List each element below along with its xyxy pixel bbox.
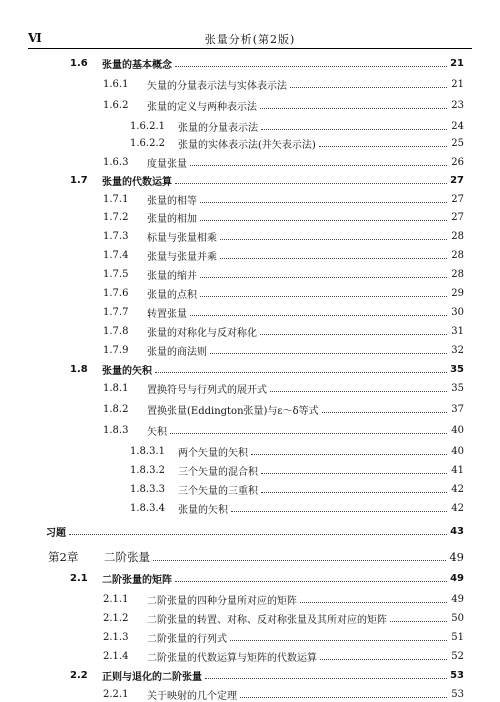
dot-leader (205, 677, 447, 679)
toc-entry-number: 1.7.8 (103, 325, 129, 337)
toc-entry-number: 1.8.3.4 (130, 502, 165, 514)
toc-entry[interactable] (103, 610, 464, 626)
toc-entry-number: 1.7.5 (103, 268, 129, 280)
dot-leader (390, 620, 447, 622)
toc-entry-number: 2.2 (70, 669, 88, 681)
toc-entry-title: 张量的对称化与反对称化 (147, 327, 257, 339)
dot-leader (153, 559, 446, 561)
dot-leader (200, 295, 447, 297)
toc-entry-page: 28 (451, 249, 464, 261)
toc-entry-title: 两个矢量的矢积 (178, 447, 248, 459)
toc-entry-number: 1.8.3.2 (130, 464, 165, 476)
toc-entry-number: 1.6.3 (103, 156, 129, 168)
toc-entry[interactable] (103, 97, 464, 113)
toc-entry[interactable] (103, 191, 464, 207)
toc-entry-page: 35 (450, 363, 464, 375)
toc-entry-title: 三个矢量的混合积 (178, 466, 258, 478)
toc-entry-title: 关于映射的几个定理 (147, 690, 237, 702)
toc-entry-page: 21 (450, 57, 464, 69)
toc-entry-title: 标量与张量相乘 (147, 232, 217, 244)
toc-entry-title: 三个矢量的三重积 (178, 485, 258, 497)
toc-entry-number: 1.6 (70, 57, 88, 69)
toc-entry[interactable] (103, 285, 464, 301)
dot-leader (261, 472, 447, 474)
dot-leader (69, 533, 447, 535)
toc-entry-title: 二阶张量的矩阵 (102, 574, 172, 586)
toc-entry-number: 1.7.1 (103, 193, 129, 205)
running-title: 张量分析(第2版) (204, 33, 296, 46)
toc-entry-number: 1.6.1 (103, 78, 129, 90)
dot-leader (175, 65, 447, 67)
toc-entry[interactable] (130, 443, 464, 459)
toc-entry-title: 张量的分量表示法 (178, 122, 258, 134)
toc-entry[interactable] (103, 591, 464, 607)
toc-entry-number: 2.2.1 (103, 688, 129, 700)
running-header (28, 30, 472, 49)
toc-entry-page: 28 (451, 230, 464, 242)
toc-entry-title: 张量与张量并乘 (147, 251, 217, 263)
dot-leader (175, 580, 447, 582)
toc-entry-title: 矢积 (147, 426, 167, 438)
toc-entry[interactable] (70, 361, 464, 377)
toc-entry-number: 1.7.9 (103, 344, 129, 356)
page-number: Ⅵ (28, 31, 41, 45)
toc-entry-title: 张量的相等 (147, 195, 197, 207)
toc-entry-title: 张量的相加 (147, 213, 197, 225)
dot-leader (210, 352, 447, 354)
dot-leader (230, 639, 447, 641)
dot-leader (220, 238, 447, 240)
toc-entry[interactable] (130, 118, 464, 134)
toc-entry[interactable] (70, 667, 464, 683)
toc-entry-number: 1.8.3 (103, 424, 129, 436)
toc-entry-page: 40 (451, 445, 464, 457)
toc-entry-page: 42 (451, 483, 464, 495)
toc-entry-title: 张量的矢积 (178, 504, 228, 516)
toc-entry-title: 张量的基本概念 (102, 59, 172, 71)
toc-entry[interactable] (130, 481, 464, 497)
toc-entry-page: 23 (451, 99, 464, 111)
toc-entry-page: 32 (451, 344, 464, 356)
toc-entry-number: 1.7.4 (103, 249, 129, 261)
toc-entry-title: 二阶张量的四种分量所对应的矩阵 (147, 595, 297, 607)
toc-entry-page: 25 (451, 137, 464, 149)
toc-entry-page: 21 (451, 78, 464, 90)
toc-entry-page: 42 (451, 502, 464, 514)
toc-entry[interactable] (103, 76, 464, 92)
toc-entry[interactable] (103, 323, 464, 339)
dot-leader (200, 276, 447, 278)
dot-leader (240, 696, 447, 698)
toc-entry-title: 转置张量 (147, 308, 187, 320)
dot-leader (261, 491, 447, 493)
toc-entry-title: 习题 (46, 527, 66, 539)
toc-entry[interactable] (130, 462, 464, 478)
toc-entry-page: 43 (450, 525, 464, 537)
toc-entry-page: 53 (451, 688, 464, 700)
toc-entry-title: 张量的缩并 (147, 270, 197, 282)
toc-entry-title: 张量的商法则 (147, 346, 207, 358)
toc-entry-number: 1.7.7 (103, 306, 129, 318)
toc-entry-title: 张量的实体表示法(并矢表示法) (178, 139, 316, 151)
toc-entry-title: 张量的矢积 (102, 365, 152, 377)
toc-entry[interactable] (103, 342, 464, 358)
toc-entry-title: 二阶张量的代数运算与矩阵的代数运算 (147, 652, 317, 664)
toc-entry-page: 49 (451, 593, 464, 605)
toc-entry[interactable] (130, 135, 464, 151)
toc-entry-title: 二阶张量 (104, 550, 150, 564)
toc-entry-page: 29 (451, 287, 464, 299)
dot-leader (200, 201, 447, 203)
toc-entry-page: 51 (451, 631, 464, 643)
toc-entry-page: 27 (451, 193, 464, 205)
toc-entry-number: 1.7.6 (103, 287, 129, 299)
dot-leader (175, 182, 447, 184)
toc-entry-number: 2.1.3 (103, 631, 129, 643)
dot-leader (170, 432, 447, 434)
toc-entry-title: 置换张量(Eddington张量)与ε～δ等式 (147, 405, 319, 417)
toc-entry-number: 1.8.2 (103, 403, 129, 415)
toc-entry[interactable] (103, 247, 464, 263)
toc-entry-page: 27 (450, 174, 464, 186)
toc-entry-number: 1.6.2.2 (130, 137, 165, 149)
toc-entry-page: 53 (450, 669, 464, 681)
toc-entry[interactable] (103, 686, 464, 702)
toc-entry-page: 37 (451, 403, 464, 415)
toc-entry[interactable] (70, 172, 464, 188)
dot-leader (319, 145, 447, 147)
toc-entry-page: 24 (451, 120, 464, 132)
dot-leader (300, 601, 447, 603)
dot-leader (290, 86, 447, 88)
dot-leader (190, 164, 447, 166)
toc-entry-number: 1.8.3.3 (130, 483, 165, 495)
toc-entry-title: 张量的点积 (147, 289, 197, 301)
toc-entry[interactable] (70, 570, 464, 586)
toc-entry[interactable] (103, 422, 464, 438)
toc-entry-page: 31 (451, 325, 464, 337)
dot-leader (322, 411, 447, 413)
dot-leader (251, 453, 447, 455)
toc-entry-page: 50 (451, 612, 464, 624)
dot-leader (220, 257, 447, 259)
toc-entry-page: 27 (451, 211, 464, 223)
dot-leader (200, 219, 447, 221)
toc-entry-number: 2.1.4 (103, 650, 129, 662)
toc-entry-page: 40 (451, 424, 464, 436)
toc-entry-number: 1.8.1 (103, 382, 129, 394)
toc-entry-number: 1.7.3 (103, 230, 129, 242)
toc-entry[interactable] (48, 549, 464, 565)
toc-entry-page: 30 (451, 306, 464, 318)
toc-entry-page: 49 (450, 572, 464, 584)
toc-entry-title: 矢量的分量表示法与实体表示法 (147, 80, 287, 92)
toc-entry-title: 张量的定义与两种表示法 (147, 101, 257, 113)
toc-entry[interactable] (103, 209, 464, 225)
toc-entry-number: 1.6.2.1 (130, 120, 165, 132)
dot-leader (155, 371, 447, 373)
toc-entry[interactable] (130, 500, 464, 516)
dot-leader (190, 314, 447, 316)
toc-entry-title: 二阶张量的转置、对称、反对称张量及其所对应的矩阵 (147, 614, 387, 626)
toc-entry-number: 1.7.2 (103, 211, 129, 223)
dot-leader (260, 107, 447, 109)
dot-leader (261, 128, 447, 130)
toc-entry-title: 张量的代数运算 (102, 176, 172, 188)
toc-entry-page: 35 (451, 382, 464, 394)
toc-entry-title: 正则与退化的二阶张量 (102, 671, 202, 683)
toc-entry[interactable] (103, 154, 464, 170)
toc-entry-number: 2.1.1 (103, 593, 129, 605)
dot-leader (231, 510, 447, 512)
toc-entry-number: 2.1.2 (103, 612, 129, 624)
toc-entry[interactable] (103, 228, 464, 244)
toc-entry-title: 度量张量 (147, 158, 187, 170)
toc-entry-page: 41 (451, 464, 464, 476)
toc-entry-title: 置换符号与行列式的展开式 (147, 384, 267, 396)
dot-leader (270, 390, 447, 392)
toc-entry[interactable] (103, 380, 464, 396)
dot-leader (320, 658, 447, 660)
toc-entry[interactable] (103, 304, 464, 320)
toc-entry-title: 二阶张量的行列式 (147, 633, 227, 645)
toc-entry[interactable] (103, 266, 464, 282)
toc-entry-number: 1.7 (70, 174, 88, 186)
toc-entry[interactable] (103, 629, 464, 645)
toc-entry-number: 1.6.2 (103, 99, 129, 111)
dot-leader (260, 333, 447, 335)
toc-entry[interactable] (70, 55, 464, 71)
toc-entry-number: 1.8 (70, 363, 88, 375)
toc-entry-number: 2.1 (70, 572, 88, 584)
toc-entry[interactable] (103, 401, 464, 417)
toc-entry-page: 52 (451, 650, 464, 662)
toc-entry-page: 28 (451, 268, 464, 280)
toc-entry-page: 49 (449, 550, 464, 564)
toc-entry-number: 1.8.3.1 (130, 445, 165, 457)
toc-entry-page: 26 (451, 156, 464, 168)
toc-entry-number: 第2章 (48, 550, 79, 564)
toc-entry[interactable] (46, 523, 464, 539)
